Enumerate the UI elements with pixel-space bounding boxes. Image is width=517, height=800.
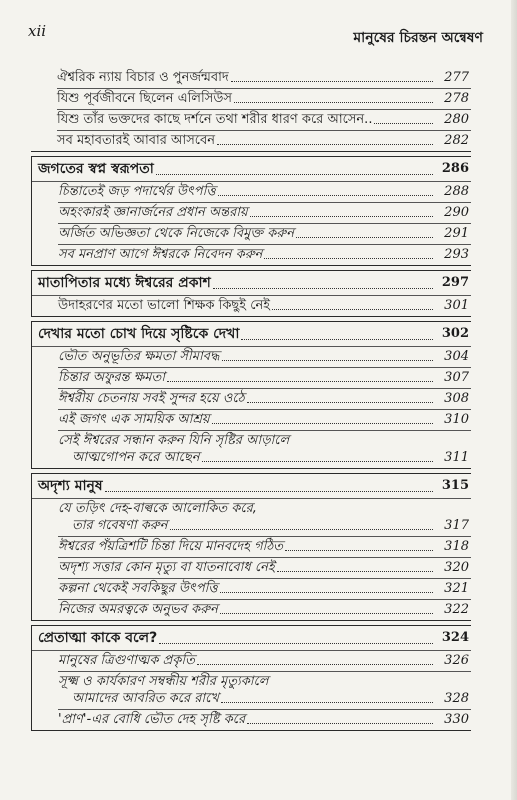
leader-dots — [105, 491, 433, 492]
leader-dots — [220, 613, 433, 614]
entry-title: 'প্রাণ'-এর বোধি ভৌত দেহ সৃষ্টি করে — [58, 712, 246, 727]
section-page: 315 — [441, 478, 469, 493]
entry-title: ঐশ্বরিক ন্যায় বিচার ও পুনর্জন্মবাদ — [57, 70, 229, 85]
toc-group — [31, 321, 471, 469]
entry-title: চিন্তার অফুরন্ত ক্ষমতা — [58, 370, 166, 385]
entry-title: যিশু তাঁর ভক্তদের কাছে দর্শনে তথা শরীর ধারণ করে আসেন.. — [57, 112, 373, 127]
leader-dots — [231, 81, 433, 82]
leader-dots — [272, 309, 433, 310]
leader-dots — [250, 216, 433, 217]
toc-entry[interactable] — [57, 110, 471, 131]
table-of-contents — [31, 68, 471, 731]
entry-page: 308 — [444, 391, 469, 406]
toc-entry[interactable] — [58, 224, 471, 245]
toc-entry[interactable] — [57, 68, 471, 89]
toc-section-heading[interactable] — [32, 474, 471, 499]
toc-group — [31, 625, 471, 731]
toc-section-heading[interactable] — [32, 626, 471, 651]
entry-title: উদাহরণের মতো ভালো শিক্ষক কিছুই নেই — [58, 298, 270, 313]
toc-group — [31, 68, 471, 152]
toc-entry[interactable] — [58, 558, 471, 579]
leader-dots — [159, 643, 433, 644]
entry-page: 282 — [444, 133, 469, 148]
toc-group — [31, 270, 471, 317]
entry-title: ঈশ্বরের পঁয়ত্রিশটি চিন্তা দিয়ে মানবদেহ গঠিত — [58, 539, 284, 554]
leader-dots — [374, 123, 433, 124]
entry-title: সব মহাবতারই আবার আসবেন — [57, 133, 216, 148]
entry-page: 277 — [444, 70, 469, 85]
entry-page: 328 — [444, 691, 469, 706]
toc-entry[interactable] — [58, 710, 471, 730]
leader-dots — [170, 529, 433, 530]
toc-entry[interactable] — [58, 431, 471, 468]
toc-entry[interactable] — [58, 389, 471, 410]
section-page: 286 — [441, 161, 469, 176]
leader-dots — [217, 144, 433, 145]
leader-dots — [247, 723, 433, 724]
leader-dots — [247, 402, 433, 403]
toc-section-heading[interactable] — [32, 157, 471, 182]
entry-page: 330 — [444, 712, 469, 727]
toc-entry[interactable] — [57, 131, 471, 151]
entry-page: 304 — [444, 349, 469, 364]
entry-title: অহংকারই জ্ঞানার্জনের প্রধান অন্তরায় — [58, 205, 248, 220]
entry-title-line1: সূক্ষ্ম ও কার্যকারণ সম্বন্ধীয় শরীর মৃত্যুকালে — [58, 674, 269, 689]
entry-title-line2: আমাদের আবরিত করে রাখে — [72, 691, 219, 706]
toc-entry[interactable] — [58, 182, 471, 203]
entry-page: 280 — [444, 112, 469, 127]
entry-page: 290 — [444, 205, 469, 220]
section-title: প্রেতাত্মা কাকে বলে? — [38, 630, 158, 646]
section-title: দেখার মতো চোখ দিয়ে সৃষ্টিকে দেখা — [38, 326, 240, 342]
entry-title: মানুষের ত্রিগুণাত্মক প্রকৃতি — [58, 653, 195, 668]
toc-entry[interactable] — [58, 537, 471, 558]
entry-page: 310 — [444, 412, 469, 427]
leader-dots — [218, 195, 433, 196]
entry-page: 322 — [444, 602, 469, 617]
toc-entry[interactable] — [58, 368, 471, 389]
entry-title: নিজের অমরত্বকে অনুভব করুন — [58, 602, 218, 617]
entry-title: অদৃশ্য সত্তার কোন মৃত্যু বা যাতনাবোধ নেই — [58, 560, 275, 575]
leader-dots — [241, 339, 433, 340]
entry-page: 321 — [444, 581, 469, 596]
entry-title-line1: সেই ঈশ্বরের সন্ধান করুন যিনি সৃষ্টির আড়ালে — [58, 433, 290, 448]
entry-page: 318 — [444, 539, 469, 554]
entry-page: 317 — [444, 518, 469, 533]
entry-page: 320 — [444, 560, 469, 575]
page-edge — [511, 0, 517, 800]
entry-page: 307 — [444, 370, 469, 385]
toc-entry[interactable] — [58, 579, 471, 600]
leader-dots — [156, 174, 433, 175]
entry-title: ভৌত অনুভূতির ক্ষমতা সীমাবদ্ধ — [58, 349, 220, 364]
entry-title: যিশু পূর্বজীবনে ছিলেন এলিসিউস — [57, 91, 233, 106]
leader-dots — [202, 461, 433, 462]
entry-title: এই জগৎ এক সাময়িক আশ্রয় — [58, 412, 210, 427]
toc-entry[interactable] — [58, 347, 471, 368]
section-title: মাতাপিতার মধ্যে ঈশ্বরের প্রকাশ — [38, 275, 211, 291]
entry-page: 288 — [444, 184, 469, 199]
toc-group — [31, 473, 471, 621]
page-number: xii — [28, 22, 47, 40]
leader-dots — [213, 288, 433, 289]
entry-page: 301 — [444, 298, 469, 313]
section-title: জগতের স্বপ্ন স্বরূপতা — [38, 161, 154, 177]
entry-page: 293 — [444, 247, 469, 262]
entry-title: ঈশ্বরীয় চেতনায় সবই সুন্দর হয়ে ওঠে — [58, 391, 245, 406]
entry-page: 291 — [444, 226, 469, 241]
leader-dots — [220, 592, 433, 593]
leader-dots — [296, 237, 433, 238]
running-title: মানুষের চিরন্তন অন্বেষণ — [353, 30, 483, 46]
leader-dots — [221, 702, 433, 703]
entry-title-line1: যে তড়িৎ দেহ-বাল্বকে আলোকিত করে, — [58, 501, 257, 516]
entry-title: কল্পনা থেকেই সবকিছুর উৎপত্তি — [58, 581, 218, 596]
toc-entry[interactable] — [57, 89, 471, 110]
leader-dots — [264, 258, 433, 259]
leader-dots — [212, 423, 433, 424]
toc-entry[interactable] — [58, 410, 471, 431]
toc-entry[interactable] — [58, 499, 471, 537]
leader-dots — [197, 664, 433, 665]
entry-title: সব মনপ্রাণ আগে ঈশ্বরকে নিবেদন করুন — [58, 247, 263, 262]
leader-dots — [277, 571, 433, 572]
section-title: অদৃশ্য মানুষ — [38, 478, 103, 494]
leader-dots — [167, 381, 433, 382]
toc-entry[interactable] — [58, 245, 471, 265]
toc-entry[interactable] — [58, 296, 471, 316]
leader-dots — [234, 102, 433, 103]
leader-dots — [285, 550, 433, 551]
leader-dots — [222, 360, 434, 361]
toc-entry[interactable] — [58, 672, 471, 710]
toc-group — [31, 156, 471, 266]
section-page: 297 — [441, 275, 469, 290]
entry-page: 326 — [444, 653, 469, 668]
entry-title: অর্জিত অভিজ্ঞতা থেকে নিজেকে বিমুক্ত করুন — [58, 226, 294, 241]
toc-section-heading[interactable] — [32, 322, 471, 347]
section-page: 324 — [441, 630, 469, 645]
toc-section-heading[interactable] — [32, 271, 471, 296]
entry-page: 311 — [444, 450, 469, 465]
entry-page: 278 — [444, 91, 469, 106]
entry-title-line2: তার গবেষণা করুন — [72, 518, 168, 533]
entry-title-line2: আত্মগোপন করে আছেন — [72, 450, 200, 465]
toc-entry[interactable] — [58, 600, 471, 620]
section-page: 302 — [441, 326, 469, 341]
toc-entry[interactable] — [58, 651, 471, 672]
toc-entry[interactable] — [58, 203, 471, 224]
entry-title: চিন্তাতেই জড় পদার্থের উৎপত্তি — [58, 184, 216, 199]
